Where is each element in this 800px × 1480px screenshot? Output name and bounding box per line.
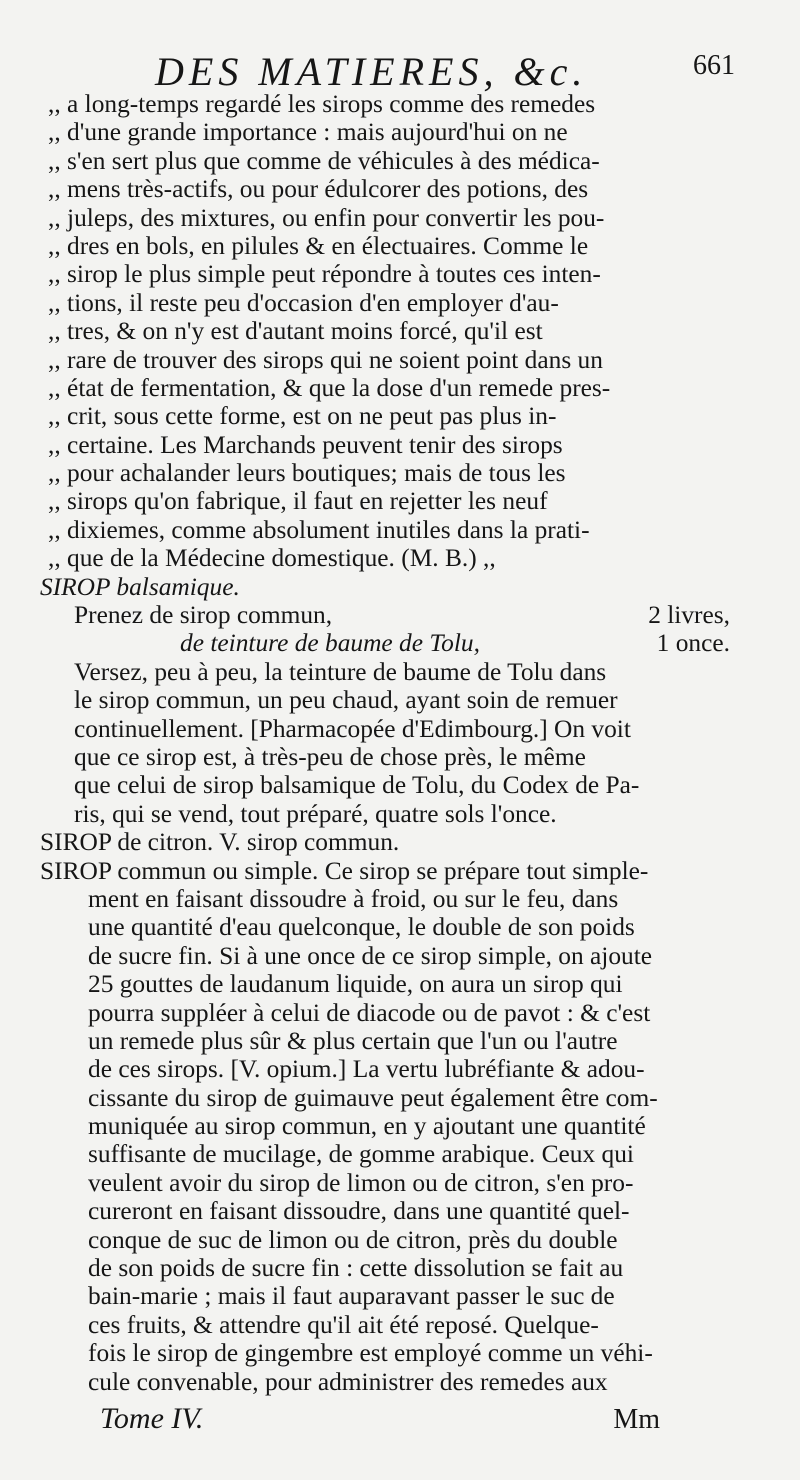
text-line: un remede plus sûr & plus certain que l'un ou l'autre bbox=[88, 1026, 618, 1055]
text-line: muniquée au sirop commun, en y ajoutant une quantité bbox=[88, 1112, 646, 1141]
text-line: bain-marie ; mais il faut auparavant passer le suc de bbox=[88, 1282, 615, 1311]
recipe-quantity: 1 once. bbox=[656, 629, 730, 658]
entry-heading-sirop-balsamique: SIROP balsamique. bbox=[40, 572, 240, 601]
entry-heading-sirop-commun: SIROP commun ou simple. Ce sirop se prépare tout simple- bbox=[40, 856, 649, 885]
text-body bbox=[40, 90, 760, 1396]
text-line: de sucre fin. Si à une once de ce sirop simple, on ajoute bbox=[88, 941, 653, 970]
text-line: Versez, peu à peu, la teinture de baume de Tolu dans bbox=[74, 657, 607, 686]
text-line: continuellement. [Pharmacopée d'Edimbourg.] On voit bbox=[74, 714, 631, 743]
text-line: ,, juleps, des mixtures, ou enfin pour convertir les pou- bbox=[48, 203, 605, 232]
text-line: ,, que de la Médecine domestique. (M. B.) ,, bbox=[48, 544, 496, 573]
text-line: ,, pour achalander leurs boutiques; mais de tous les bbox=[48, 459, 566, 488]
recipe-line bbox=[40, 601, 760, 629]
page-number: 661 bbox=[693, 50, 735, 81]
text-line: ,, dixiemes, comme absolument inutiles dans la prati- bbox=[48, 515, 590, 544]
signature-mark: Mm bbox=[613, 1404, 660, 1435]
text-line: ,, tions, il reste peu d'occasion d'en employer d'au- bbox=[48, 288, 559, 317]
text-line: ,, sirops qu'on fabrique, il faut en rejetter les neuf bbox=[48, 487, 548, 516]
page-footer bbox=[100, 1402, 660, 1442]
text-line: ,, dres en bols, en pilules & en électuaires. Comme le bbox=[48, 231, 589, 260]
text-line: cule convenable, pour administrer des remedes aux bbox=[88, 1367, 608, 1396]
text-line: ris, qui se vend, tout préparé, quatre sols l'once. bbox=[74, 799, 557, 828]
text-line: de ces sirops. [V. opium.] La vertu lubréfiante & adou- bbox=[88, 1055, 645, 1084]
recipe-quantity: 2 livres, bbox=[648, 601, 730, 630]
text-line: une quantité d'eau quelconque, le double de son poids bbox=[88, 913, 635, 942]
text-line: 25 gouttes de laudanum liquide, on aura un sirop qui bbox=[88, 970, 623, 999]
text-line: le sirop commun, un peu chaud, ayant soin de remuer bbox=[74, 686, 618, 715]
text-line: ,, crit, sous cette forme, est on ne peut pas plus in- bbox=[48, 402, 557, 431]
text-line: ,, s'en sert plus que comme de véhicules à des médica- bbox=[48, 146, 600, 175]
text-line: ,, a long-temps regardé les sirops comme des remedes bbox=[48, 90, 596, 118]
text-line: ,, sirop le plus simple peut répondre à toutes ces inten- bbox=[48, 260, 601, 289]
recipe-ingredient: de teinture de baume de Tolu, bbox=[180, 629, 480, 658]
entry-heading-sirop-de-citron: SIROP de citron. V. sirop commun. bbox=[40, 828, 400, 857]
text-line: pourra suppléer à celui de diacode ou de pavot : & c'est bbox=[88, 998, 651, 1027]
text-line: ,, mens très-actifs, ou pour édulcorer des potions, des bbox=[48, 175, 589, 204]
text-line: fois le sirop de gingembre est employé comme un véhi- bbox=[88, 1339, 653, 1368]
text-line: que celui de sirop balsamique de Tolu, du Codex de Pa- bbox=[74, 771, 640, 800]
text-line: ,, certaine. Les Marchands peuvent tenir des sirops bbox=[48, 430, 563, 459]
text-line: veulent avoir du sirop de limon ou de citron, s'en pro- bbox=[88, 1168, 634, 1197]
text-line: suffisante de mucilage, de gomme arabique. Ceux qui bbox=[88, 1140, 634, 1169]
text-line: ,, d'une grande importance : mais aujourd'hui on ne bbox=[48, 118, 568, 147]
text-line: conque de suc de limon ou de citron, près du double bbox=[88, 1225, 618, 1254]
text-line: ,, rare de trouver des sirops qui ne soient point dans un bbox=[48, 345, 603, 374]
text-line: cissante du sirop de guimauve peut également être com- bbox=[88, 1083, 658, 1112]
text-line: de son poids de sucre fin : cette dissolution se fait au bbox=[88, 1254, 624, 1283]
text-line: ,, état de fermentation, & que la dose d'un remede pres- bbox=[48, 373, 611, 402]
volume-label: Tome IV. bbox=[100, 1402, 204, 1435]
running-title: DES MATIERES, &c. bbox=[155, 49, 588, 94]
text-line: ces fruits, & attendre qu'il ait été reposé. Quelque- bbox=[88, 1310, 599, 1339]
text-line: cureront en faisant dissoudre, dans une quantité quel- bbox=[88, 1197, 630, 1226]
recipe-ingredient: Prenez de sirop commun, bbox=[74, 601, 333, 630]
text-line: que ce sirop est, à très-peu de chose près, le même bbox=[74, 742, 586, 771]
recipe-line bbox=[40, 629, 760, 657]
text-line: ment en faisant dissoudre à froid, ou sur le feu, dans bbox=[88, 884, 619, 913]
text-line: ,, tres, & on n'y est d'autant moins forcé, qu'il est bbox=[48, 317, 543, 346]
